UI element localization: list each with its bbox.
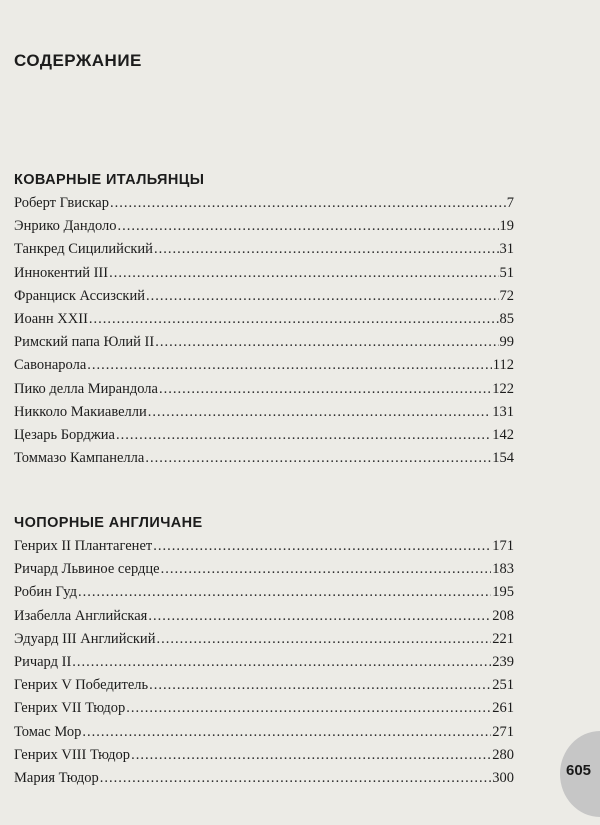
toc-entry xyxy=(14,767,514,790)
toc-entry-page: 142 xyxy=(492,426,514,443)
toc-entry-page: 271 xyxy=(492,723,514,740)
toc-entry xyxy=(14,192,514,215)
dot-leader xyxy=(154,238,499,261)
toc-entry-name: Франциск Ассизский xyxy=(14,287,145,304)
toc-entry-page: 72 xyxy=(499,287,514,304)
toc-entry xyxy=(14,401,514,424)
toc-entry-name: Цезарь Борджиа xyxy=(14,426,115,443)
toc-entry xyxy=(14,721,514,744)
toc-entry-name: Изабелла Английская xyxy=(14,607,148,624)
toc-entry-page: 31 xyxy=(499,241,514,258)
toc-entry-name: Ричард Львиное сердце xyxy=(14,561,160,578)
toc-entry-page: 51 xyxy=(499,264,514,281)
toc-entry xyxy=(14,215,514,238)
dot-leader xyxy=(145,447,491,470)
toc-entry-page: 208 xyxy=(492,607,514,624)
toc-entry xyxy=(14,238,514,261)
dot-leader xyxy=(89,308,499,331)
toc-entry-page: 251 xyxy=(492,677,514,694)
dot-leader xyxy=(126,697,491,720)
dot-leader xyxy=(72,651,491,674)
toc-entry xyxy=(14,605,514,628)
toc-entry xyxy=(14,378,514,401)
toc-entry-name: Иннокентий III xyxy=(14,264,109,281)
toc-entry-page: 300 xyxy=(492,769,514,786)
dot-leader xyxy=(159,378,491,401)
toc-entry-page: 154 xyxy=(492,450,514,467)
toc-entry-page: 112 xyxy=(492,357,514,374)
toc-entry-name: Ричард II xyxy=(14,653,72,670)
toc-entry xyxy=(14,285,514,308)
toc-entry-page: 239 xyxy=(492,653,514,670)
toc-entry-name: Энрико Дандоло xyxy=(14,218,117,235)
toc-entry-page: 85 xyxy=(499,310,514,327)
dot-leader xyxy=(110,192,506,215)
dot-leader xyxy=(100,767,492,790)
toc-entry xyxy=(14,744,514,767)
toc-entry-name: Томмазо Кампанелла xyxy=(14,450,145,467)
dot-leader xyxy=(131,744,491,767)
toc-entry xyxy=(14,331,514,354)
toc-entry-name: Генрих VII Тюдор xyxy=(14,700,126,717)
toc-entry-name: Роберт Гвискар xyxy=(14,195,109,211)
page-title: СОДЕРЖАНИЕ xyxy=(14,51,142,70)
dot-leader xyxy=(156,628,491,651)
dot-leader xyxy=(118,215,499,238)
toc-entry-name: Эдуард III Английский xyxy=(14,630,156,647)
dot-leader xyxy=(155,331,498,354)
toc-list xyxy=(14,535,514,790)
toc-entry xyxy=(14,674,514,697)
toc-entry-name: Никколо Макиавелли xyxy=(14,403,147,420)
dot-leader xyxy=(148,605,491,628)
section-title: ЧОПОРНЫЕ АНГЛИЧАНЕ xyxy=(14,515,203,531)
toc-entry-page: 261 xyxy=(492,700,514,717)
dot-leader xyxy=(82,721,491,744)
dot-leader xyxy=(149,674,491,697)
toc-entry xyxy=(14,354,514,377)
toc-entry-name: Римский папа Юлий II xyxy=(14,334,155,351)
section-title: КОВАРНЫЕ ИТАЛЬЯНЦЫ xyxy=(14,172,205,188)
toc-entry-page: 99 xyxy=(499,334,514,351)
toc-entry xyxy=(14,581,514,604)
toc-entry-page: 183 xyxy=(492,561,514,578)
dot-leader xyxy=(78,581,491,604)
dot-leader xyxy=(109,262,498,285)
toc-entry-page: 19 xyxy=(499,218,514,235)
dot-leader xyxy=(146,285,499,308)
toc-entry xyxy=(14,651,514,674)
toc-entry-name: Пико делла Мирандола xyxy=(14,380,158,397)
toc-entry xyxy=(14,308,514,331)
page-number: 605 xyxy=(566,762,592,779)
toc-entry-page: 221 xyxy=(492,630,514,647)
dot-leader xyxy=(87,354,492,377)
toc-entry-page: 122 xyxy=(492,380,514,397)
toc-entry-name: Робин Гуд xyxy=(14,584,78,601)
toc-entry xyxy=(14,262,514,285)
toc-entry-name: Генрих V Победитель xyxy=(14,677,149,694)
toc-entry xyxy=(14,424,514,447)
toc-entry-name: Генрих VIII Тюдор xyxy=(14,746,131,763)
toc-entry-name: Иоанн XXII xyxy=(14,310,88,327)
dot-leader xyxy=(161,558,492,581)
toc-entry-name: Танкред Сицилийский xyxy=(14,241,153,258)
toc-entry-page: 131 xyxy=(492,403,514,420)
toc-entry xyxy=(14,697,514,720)
dot-leader xyxy=(116,424,491,447)
toc-entry xyxy=(14,535,514,558)
toc-entry-page: 7 xyxy=(506,195,514,211)
toc-entry-name: Генрих II Плантагенет xyxy=(14,538,153,554)
dot-leader xyxy=(153,535,491,558)
toc-entry xyxy=(14,558,514,581)
toc-list xyxy=(14,192,514,470)
toc-entry-page: 171 xyxy=(492,538,514,554)
toc-entry-name: Савонарола xyxy=(14,357,87,374)
toc-entry xyxy=(14,628,514,651)
toc-entry xyxy=(14,447,514,470)
section-english xyxy=(14,513,514,790)
toc-entry-name: Томас Мор xyxy=(14,723,82,740)
toc-entry-page: 280 xyxy=(492,746,514,763)
toc-entry-page: 195 xyxy=(492,584,514,601)
section-italians xyxy=(14,170,514,470)
toc-entry-name: Мария Тюдор xyxy=(14,769,99,786)
dot-leader xyxy=(148,401,491,424)
